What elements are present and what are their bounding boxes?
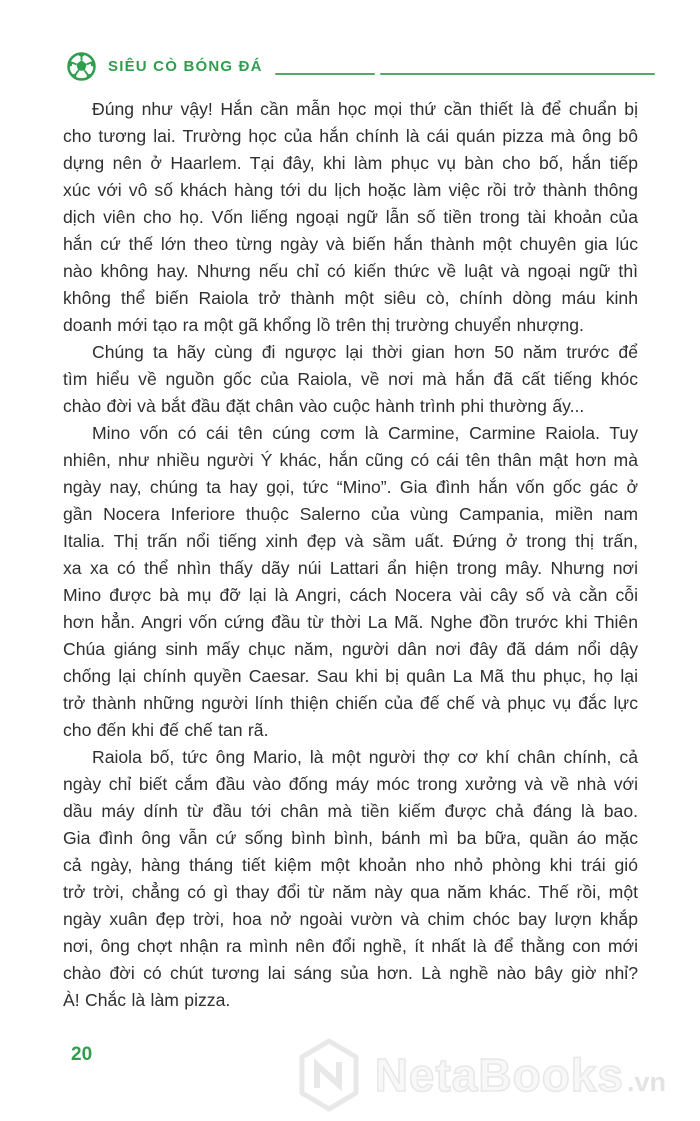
body-line: không thể biến Raiola trở thành một siêu cò, chính dòng máu kinh [63,288,638,308]
watermark-text [375,1048,666,1102]
body-line: Mino được bà mụ đỡ lại là Angri, cách Nocera vài cây số và cằn cỗi [63,585,638,605]
book-title: SIÊU CÒ BÓNG ĐÁ [108,57,263,75]
body-line: chào đời có chút tương lai sáng sủa hơn. Là nghề nào bây giờ nhỉ? [63,963,638,983]
body-line: Chúng ta hãy cùng đi ngược lại thời gian hơn 50 năm trước để [92,342,638,362]
body-line: Mino vốn có cái tên cúng cơm là Carmine, Carmine Raiola. Tuy [92,423,638,443]
body-line: hơn hẳn. Angri vốn cứng đầu từ thời La Mã. Nghe đồn trước khi Thiên [63,612,638,632]
body-line: chống lại chính quyền Caesar. Sau khi bị quân La Mã thu phục, họ lại [63,666,638,686]
body-line: nhiên, như nhiều người Ý khác, hắn cũng có cái tên thân mật hơn mà [63,450,638,470]
body-line: hắn cứ thế lớn theo từng ngày và biến hắn thành một chuyên gia lúc [63,234,638,254]
body-line: dựng nên ở Haarlem. Tại đây, khi làm phục vụ bàn cho bố, hắn tiếp [63,153,638,173]
body-line: Italia. Thị trấn nổi tiếng xinh đẹp và sầm uất. Đứng ở trong thị trấn, [63,531,638,551]
body-line: ngày xuân đẹp trời, hoa nở ngoài vườn và chim chóc bay lượn khắp [63,909,638,929]
body-line: Raiola bố, tức ông Mario, là một người thợ cơ khí chân chính, cả [92,747,638,767]
body-line: ngày nay, chúng ta hay gọi, tức “Mino”. Gia đình hắn vốn gốc gác ở [63,477,638,497]
header-rule-segment [380,73,655,75]
body-line: dầu máy dính từ đầu tới chân mà tiền kiếm được chả đáng là bao. [63,801,638,821]
body-line: nào không hay. Nhưng nếu chỉ có kiến thức về luật và ngoại ngữ thì [63,261,638,281]
body-line: cho tương lai. Trường học của hắn chính là cái quán pizza mà ông bô [63,126,638,146]
body-line: xa xa có thể nhìn thấy dãy núi Lattari ẩn hiện trong mây. Nhưng nơi [63,558,638,578]
body-line: trở trời, chẳng có gì thay đổi từ năm này qua năm khác. Thế rồi, một [63,882,638,902]
body-line: dịch viên cho họ. Vốn liếng ngoại ngữ lẫn số tiền trong tài khoản của [63,207,638,227]
header-rule [275,73,655,75]
hexagon-n-logo-icon [297,1038,361,1112]
body-line: nơi, ông chợt nhận ra mình nên đổi nghề, ít nhất là để thằng con mới [63,936,638,956]
body-text [63,96,638,1014]
body-line: xúc với vô số khách hàng tới du lịch hoặc làm việc rồi trở thành thông [63,180,638,200]
body-line: cả ngày, hàng tháng tiết kiệm một khoản nho nhỏ phòng khi trái gió [63,855,638,875]
body-line: chào đời và bắt đầu đặt chân vào cuộc hành trình phi thường ấy... [63,396,585,416]
watermark-brand: NetaBooks [374,1049,624,1101]
page-number: 20 [71,1044,93,1065]
body-line: Đúng như vậy! Hắn cần mẫn học mọi thứ cần thiết là để chuẩn bị [92,99,638,119]
header-rule-segment [275,73,375,75]
netabooks-watermark [297,1038,666,1112]
page-header [66,50,655,82]
body-line: doanh mới tạo ra một gã khổng lồ trên thị trường chuyển nhượng. [63,315,584,335]
body-line: cho đến khi đế chế tan rã. [63,720,269,740]
body-line: ngày chỉ biết cắm đầu vào đống máy móc trong xưởng và về nhà với [63,774,638,794]
watermark-tld: .vn [626,1067,666,1097]
body-line: tìm hiểu về nguồn gốc của Raiola, về nơi mà hắn đã cất tiếng khóc [63,369,638,389]
soccer-ball-icon [66,51,97,82]
body-line: trở thành những người lính thiện chiến của đế chế và phục vụ đắc lực [63,693,638,713]
body-line: Gia đình ông vẫn cứ sống bình bình, bánh mì ba bữa, quần áo mặc [63,828,638,848]
body-line: Chúa giáng sinh mấy chục năm, người dân nơi đây đã dám nổi dậy [63,639,638,659]
body-line: À! Chắc là làm pizza. [63,990,231,1010]
body-line: gần Nocera Inferiore thuộc Salerno của vùng Campania, miền nam [63,504,638,524]
